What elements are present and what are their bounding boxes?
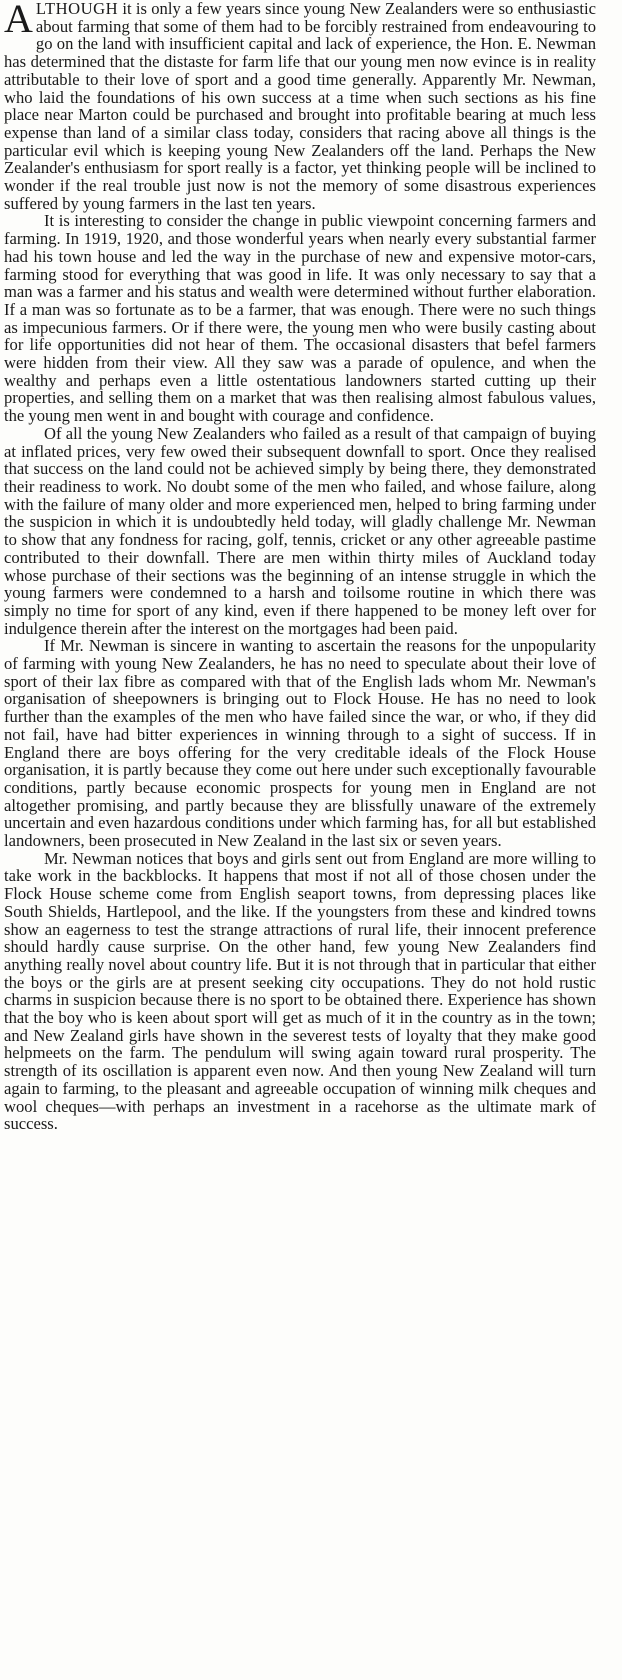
paragraph-1-text: it is only a few years since young New Zealanders were so enthusiastic about farming that some of them had to be forcibly restrained from endeavouring to go on the land with insufficient capital and lack of experience, the Hon. E. Newman has determined that the distaste for farm life that our young men now evince is in reality attributable to their love of sport and a good time generally. Apparently Mr. Newman, who laid the foundations of his own success at a time when such sections as his fine place near Marton could be purchased and brought into profitable bearing at much less expense than land of a similar class today, considers that racing above all things is the particular evil which is keeping young New Zealanders off the land. Perhaps the New Zealander's enthusiasm for sport really is a factor, yet thinking people will be inclined to wonder if the real trouble just now is not the memory of some disastrous experiences suffered by young farmers in the last ten years. (4, 0, 596, 213)
paragraph-2: It is interesting to consider the change in public viewpoint concerning farmers and farming. In 1919, 1920, and those wonderful years when nearly every substantial farmer had his town house and led the way in the purchase of new and expensive motor-cars, farming stood for everything that was good in life. It was only necessary to say that a man was a farmer and his status and wealth were determined without further elaboration. If a man was so fortunate as to be a farmer, that was enough. There were no such things as impecunious farmers. Or if there were, the young men who were busily casting about for life opportunities did not hear of them. The occasional disasters that befel farmers were hidden from their view. All they saw was a parade of opulence, and when the wealthy and perhaps even a little ostentatious landowners started cutting up their properties, and selling them on a market that was then realising almost fabulous values, the young men went in and bought with courage and confidence. (4, 211, 596, 426)
paragraph-5: Mr. Newman notices that boys and girls sent out from England are more willing to take work in the backblocks. It happens that most if not all of those chosen under the Flock House scheme come from English seaport towns, from depressing places like South Shields, Hartlepool, and the like. If the youngsters from these and kindred towns show an eagerness to test the strange attractions of rural life, their innocent preference should hardly cause surprise. On the other hand, few young New Zealanders find anything really novel about country life. But it is not through that in particular that either the boys or the girls are at present seeking city occupations. They do not hold rustic charms in suspicion because there is no sport to be obtained there. Experience has shown that the boy who is keen about sport will get as much of it in the country as in the town; and New Zealand girls have shown in the severest tests of loyalty that they make good helpmeets on the farm. The pendulum will swing again toward rural prosperity. The strength of its oscillation is apparent even now. And then young New Zealand will turn again to farming, to the pleasant and agreeable occupation of winning milk cheques and wool cheques—with perhaps an investment in a racehorse as the ultimate mark of success. (4, 848, 596, 1134)
article-column (4, 0, 596, 1133)
paragraph-3: Of all the young New Zealanders who failed as a result of that campaign of buying at inflated prices, very few owed their subsequent downfall to sport. Once they realised that success on the land could not be achieved simply by being there, they demonstrated their readiness to work. No doubt some of the men who failed, and whose failure, along with the failure of many older and more experienced men, helped to bring farming under the suspicion in which it is undoubtedly held today, will gladly challenge Mr. Newman to show that any fondness for racing, golf, tennis, cricket or any other agreeable pastime contributed to their downfall. There are men within thirty miles of Auckland today whose purchase of their sections was the beginning of an intense struggle in which the young farmers were condemned to a harsh and toilsome routine in which there was simply no time for sport of any kind, even if there happened to be money left over for indulgence therein after the interest on the mortgages had been paid. (4, 423, 596, 638)
drop-cap: A (4, 0, 33, 41)
paragraph-1 (4, 0, 596, 212)
paragraph-4: If Mr. Newman is sincere in wanting to ascertain the reasons for the unpopularity of farming with young New Zealanders, he has no need to speculate about their love of sport of their lax fibre as compared with that of the English lads whom Mr. Newman's organisation of sheepowners is bringing out to Flock House. He has no need to look further than the examples of the men who have failed since the war, or who, if they did not fail, have had bitter experiences in winning through to a sight of success. If in England there are boys offering for the very creditable ideals of the Flock House organisation, it is partly because they come out here under such exceptionally favourable conditions, partly because economic prospects for young men in England are not altogether promising, and partly because they are blissfully unaware of the extremely uncertain and even hazardous conditions under which farming has, for all but established landowners, been prosecuted in New Zealand in the last six or seven years. (4, 636, 596, 851)
lead-word: LTHOUGH (35, 0, 119, 18)
